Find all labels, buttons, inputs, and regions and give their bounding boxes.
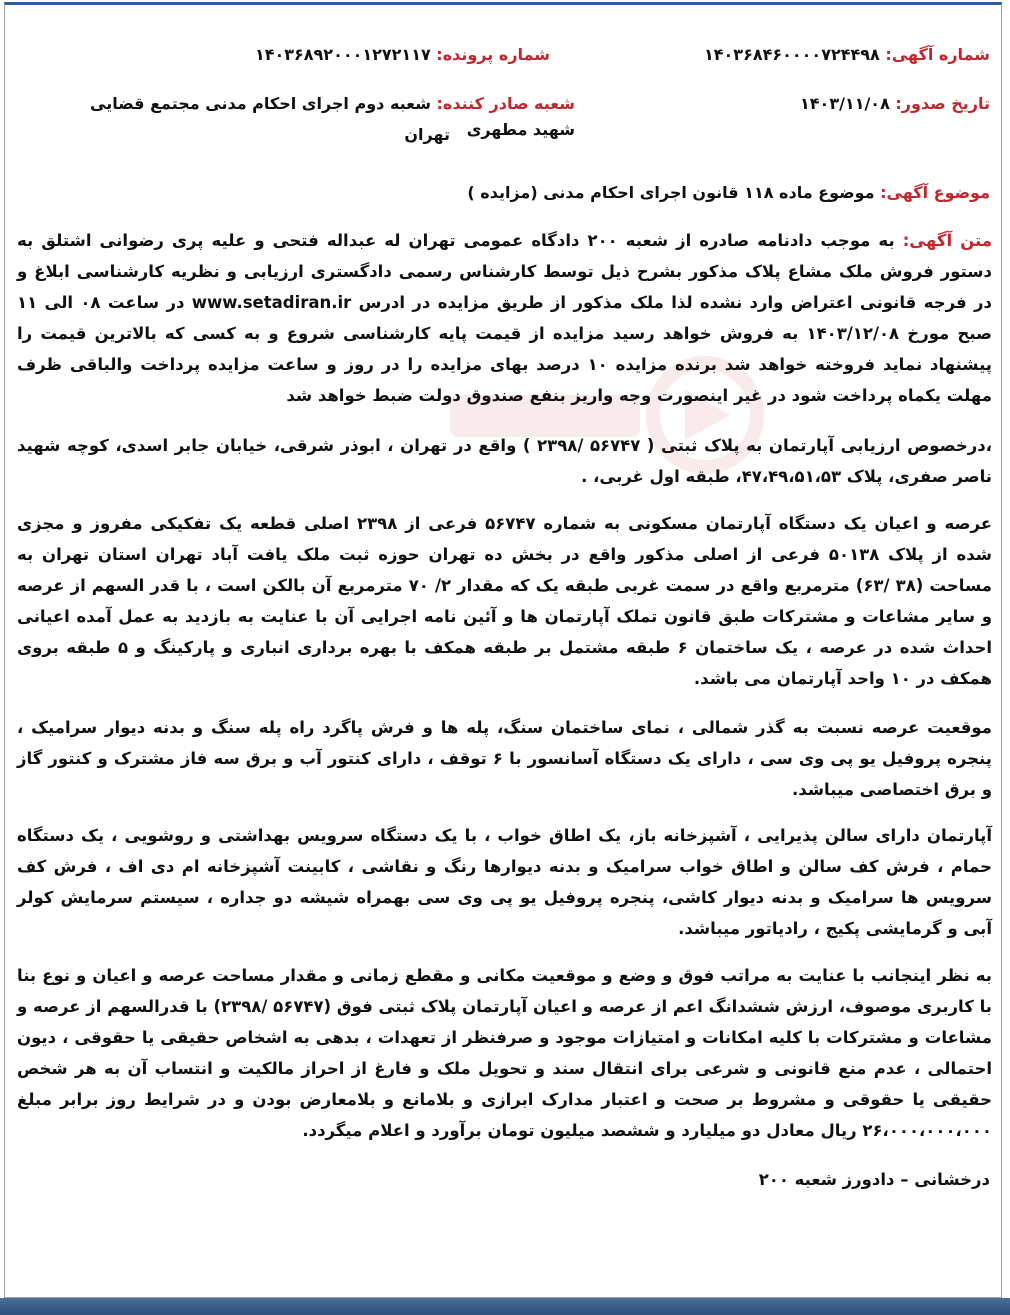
body-paragraph-1 <box>17 225 992 411</box>
body-paragraph-2: ،درخصوص ارزیابی آپارتمان به پلاک ثبتی ( ۵۶۷۴۷ /۲۳۹۸ ) واقع در تهران ، ابوذر شرقی، خیابان جابر اسدی، کوچه شهید ناصر صفری، پلاک ۴۷،۴۹،۵۱،۵۳، طبقه اول غربی، . <box>17 436 992 486</box>
notice-number-label: شماره آگهی: <box>885 45 990 64</box>
subject-text: موضوع ماده ۱۱۸ قانون اجرای احکام مدنی (مزایده ) <box>467 183 875 202</box>
body-paragraph-4: موقعیت عرصه نسبت به گذر شمالی ، نمای ساختمان سنگ، پله ها و فرش پاگرد راه پله سنگ و بدنه دیوار سرامیک ، پنجره پروفیل یو پی وی سی ، دارای یک دستگاه آسانسور با ۶ توقف ، دارای کنتور آب و برق سه فاز مشترک و کنتور گاز و برق اختصاصی میباشد. <box>17 718 992 799</box>
issuer-block <box>55 91 575 143</box>
body-paragraph-5: آپارتمان دارای سالن پذیرایی ، آشپزخانه باز، یک اطاق خواب ، با یک دستگاه سرویس بهداشتی و روشویی ، یک دستگاه حمام ، فرش کف سالن و اطاق خواب سرامیک و بدنه دیوارها رنگ و نقاشی ، کابینت آشپزخانه ام دی اف ، فرش کف سرویس ها سرامیک و بدنه دیوار کاشی، پنجره پروفیل یو پی وی سی بهمراه شیشه دو جداره ، سیستم سرمایش کولر آبی و گرمایشی پکیج ، رادیاتور میباشد. <box>17 826 992 938</box>
body-paragraph-1-text: به موجب دادنامه صادره از شعبه ۲۰۰ دادگاه عمومی تهران له عبداله فتحی و علیه پری رضوانی اشتلق به دستور فروش ملک مشاع پلاک مذکور بشرح ذیل توسط کارشناس رسمی دادگستری ارزیابی و نظریه کارشناسی ابلاغ و در فرجه قانونی اعتراض وارد نشده لذا ملک مذکور از طریق مزایده در ادرس www.setadiran.ir در ساعت ۰۸ الی ۱۱ صبح مورخ ۱۴۰۳/۱۲/۰۸ به فروش خواهد رسید مزایده از قیمت پایه کارشناسی شروع و به کسی که بالاترین قیمت را پیشنهاد نماید فروخته خواهد شد برنده مزایده ۱۰ درصد بهای مزایده را در روز و ساعت مزایده پرداخت والباقی ظرف مهلت یکماه پرداخت شود در غیر اینصورت وجه واریز بنفع صندوق دولت ضبط خواهد شد <box>17 231 992 405</box>
body-paragraph-6: به نظر اینجانب با عنایت به مراتب فوق و وضع و موقعیت مکانی و مقطع زمانی و مقدار مساحت عرصه و اعیان و نوع بنا با کاربری موصوف، ارزش ششدانگ اعم از عرصه و اعیان آپارتمان پلاک ثبتی فوق (۵۶۷۴۷ /۲۳۹۸) با قدرالسهم از عرصه و مشاعات و مشترکات با کلیه امکانات و امتیازات موجود و صرفنظر از تعهدات ، بدهی به اشخاص حقیقی یا حقوقی ، دیون احتمالی ، عدم منع قانونی و شرعی برای انتقال سند و تحویل ملک و فارغ از احراز مالکیت و انتساب آن به هر شخص حقیقی یا حقوقی و مشروط بر صحت و اعتبار مدارک ابرازی و بلامانع و بلامعارض بودن و در شرایط روز برابر مبلغ ۲۶،۰۰۰،۰۰۰،۰۰۰ ریال معادل دو میلیارد و ششصد میلیون تومان برآورد و اعلام میگردد. <box>17 966 992 1140</box>
notice-number-row <box>704 42 990 68</box>
notice-number: ۱۴۰۳۶۸۴۶۰۰۰۰۷۲۴۴۹۸ <box>704 45 880 64</box>
window-bottom-bar <box>0 1298 1010 1315</box>
subject-label: موضوع آگهی: <box>880 183 990 202</box>
issuer-line1: شعبه دوم اجرای احکام مدنی مجتمع قضایی شهید مطهری <box>90 94 575 139</box>
issue-date-row <box>800 91 990 117</box>
issuer-line2: تهران <box>404 125 450 144</box>
case-number: ۱۴۰۳۶۸۹۲۰۰۰۱۲۷۲۱۱۷ <box>254 45 431 64</box>
issue-date: ۱۴۰۳/۱۱/۰۸ <box>800 94 890 113</box>
signature: درخشانی – دادورز شعبه ۲۰۰ <box>758 1170 990 1189</box>
body-label: متن آگهی: <box>902 231 992 250</box>
case-number-label: شماره پرونده: <box>436 45 550 64</box>
issuer-label: شعبه صادر کننده: <box>436 94 575 113</box>
case-number-row <box>255 42 550 68</box>
issue-date-label: تاریخ صدور: <box>895 94 990 113</box>
body-paragraph-3: عرصه و اعیان یک دستگاه آپارتمان مسکونی به شماره ۵۶۷۴۷ فرعی از ۲۳۹۸ اصلی قطعه یک تفکیکی مفروز و مجزی شده از پلاک ۵۰۱۳۸ فرعی از اصلی مذکور واقع در بخش ده تهران حوزه ثبت ملک یافت آباد تهران استان تهران به مساحت (۳۸ /۶۳) مترمربع واقع در سمت غربی طبقه یک که مقدار ۲/ ۷۰ مترمربع آن بالکن است ، با قدر السهم از عرصه و سایر مشاعات و مشترکات طبق قانون تملک آپارتمان ها و آئین نامه اجرایی آن با عنایت به بازدید به عمل آمده اعیانی احداث شده در عرصه ، یک ساختمان ۶ طبقه مشتمل بر طبقه همکف با بهره برداری انباری و پارکینگ و ۵ طبقه بروی همکف در ۱۰ واحد آپارتمان می باشد. <box>17 514 993 688</box>
subject-row <box>467 180 990 206</box>
